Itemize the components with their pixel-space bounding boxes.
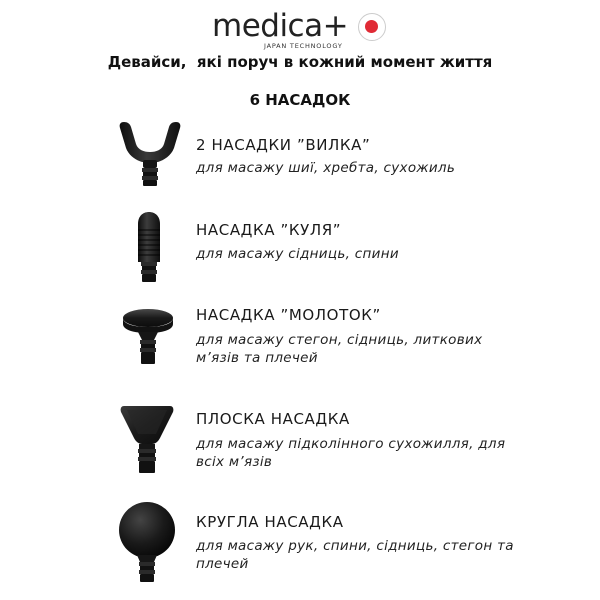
attachment-description: для масажу рук, спини, сідниць, стегон та плечей (196, 538, 514, 572)
round-attachment-icon (116, 500, 178, 584)
attachment-description: для масажу підколінного сухожилля, для всіх м’язів (196, 436, 506, 470)
flat-attachment-icon (118, 402, 176, 476)
attachment-title: НАСАДКА ”КУЛЯ” (196, 221, 342, 239)
bullet-attachment-icon (134, 210, 164, 284)
attachment-description: для масажу стегон, сідниць, литкових м’язів та плечей (196, 332, 483, 366)
attachment-title: НАСАДКА ”МОЛОТОК” (196, 306, 381, 324)
attachment-title: КРУГЛА НАСАДКА (196, 513, 344, 531)
tagline: Девайси, які поруч в кожний момент життя (107, 53, 493, 71)
attachment-title: 2 НАСАДКИ ”ВИЛКА” (196, 136, 371, 154)
brand-subtitle: JAPAN TECHNOLOGY (264, 42, 343, 50)
attachments-count-heading: 6 НАСАДОК (249, 91, 351, 109)
brand-logo (212, 8, 402, 52)
fork-attachment-icon (118, 118, 182, 188)
brand-red-dot (365, 20, 378, 33)
attachment-description: для масажу сідниць, спини (196, 246, 399, 262)
hammer-attachment-icon (120, 306, 176, 366)
attachment-description: для масажу шиї, хребта, сухожиль (196, 160, 456, 176)
brand-name: medica+ (212, 8, 349, 44)
attachment-title: ПЛОСКА НАСАДКА (196, 410, 350, 428)
brand-circle-icon (358, 13, 386, 41)
